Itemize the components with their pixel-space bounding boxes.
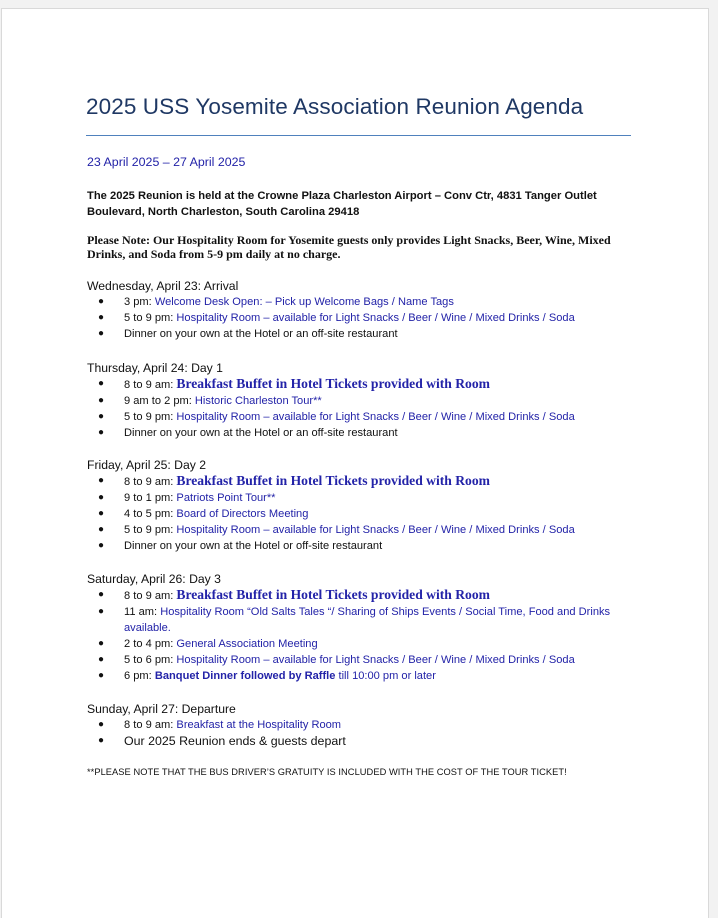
hospitality-note: Please Note: Our Hospitality Room for Yosemite guests only provides Light Snacks, Beer, Wine, Mixed Drinks, and Soda from 5-9 pm daily at no charge.: [87, 233, 611, 261]
agenda-item: [87, 294, 647, 310]
bullet-icon: ●: [98, 328, 105, 339]
day-section-friday: [87, 457, 647, 554]
item-time: 4 to 5 pm:: [124, 508, 177, 520]
day-section-wednesday: [87, 278, 647, 342]
day-heading: Thursday, April 24: Day 1: [87, 361, 223, 375]
item-time: 6 pm:: [124, 670, 155, 682]
item-text: Hospitality Room – available for Light Snacks / Beer / Wine / Mixed Drinks / Soda: [176, 312, 575, 324]
day-section-thursday: [87, 360, 647, 441]
agenda-item: [87, 604, 647, 636]
item-text: Banquet Dinner followed by Raffle: [154, 670, 336, 682]
item-text: General Association Meeting: [176, 638, 318, 650]
item-time: 11 am:: [124, 606, 161, 618]
agenda-item: [87, 473, 647, 490]
reunion-dates: 23 April 2025 – 27 April 2025: [87, 155, 246, 169]
agenda-item: [87, 538, 647, 554]
agenda-item: [87, 490, 647, 506]
bullet-icon: ●: [98, 589, 105, 600]
title-underline: [86, 135, 631, 136]
item-time: 8 to 9 am:: [124, 719, 177, 731]
agenda-item: [87, 717, 647, 733]
item-text: Breakfast at the Hospitality Room: [176, 719, 342, 731]
agenda-item: [87, 409, 647, 425]
bullet-icon: ●: [98, 475, 105, 486]
bullet-icon: ●: [98, 719, 105, 730]
bullet-icon: ●: [98, 638, 105, 649]
item-text: Breakfast Buffet in Hotel Tickets provided with Room: [176, 376, 490, 391]
item-text: Hospitality Room – available for Light Snacks / Beer / Wine / Mixed Drinks / Soda: [176, 411, 575, 423]
agenda-item: [87, 425, 647, 441]
item-text-tail: till 10:00 pm or later: [335, 670, 436, 682]
bullet-icon: ●: [98, 378, 105, 389]
gratuity-footnote: **PLEASE NOTE THAT THE BUS DRIVER’S GRATUITY IS INCLUDED WITH THE COST OF THE TOUR TICKET!: [87, 767, 567, 777]
day-heading: Wednesday, April 23: Arrival: [87, 279, 239, 293]
day-section-saturday: [87, 571, 647, 684]
bullet-icon: ●: [98, 508, 105, 519]
agenda-item: [87, 393, 647, 409]
item-time: 9 to 1 pm:: [124, 492, 177, 504]
agenda-item: [87, 522, 647, 538]
day-heading: Saturday, April 26: Day 3: [87, 572, 221, 586]
document-page: [1, 8, 709, 918]
bullet-icon: ●: [98, 654, 105, 665]
bullet-icon: ●: [98, 606, 105, 617]
day-section-sunday: [87, 701, 647, 750]
item-text: Hospitality Room – available for Light Snacks / Beer / Wine / Mixed Drinks / Soda: [176, 654, 575, 666]
item-text: Board of Directors Meeting: [176, 508, 309, 520]
bullet-icon: ●: [98, 540, 105, 551]
bullet-icon: ●: [98, 735, 105, 746]
item-text: Historic Charleston Tour**: [194, 395, 322, 407]
day-heading: Sunday, April 27: Departure: [87, 702, 236, 716]
bullet-icon: ●: [98, 427, 105, 438]
venue-paragraph: The 2025 Reunion is held at the Crowne Plaza Charleston Airport – Conv Ctr, 4831 Tanger Outlet Boulevard, North Charleston, South Carolina 29418: [87, 190, 597, 218]
bullet-icon: ●: [98, 411, 105, 422]
agenda-item: [87, 506, 647, 522]
agenda-item: [87, 310, 647, 326]
item-time: 5 to 9 pm:: [124, 411, 177, 423]
item-text: Hospitality Room – available for Light Snacks / Beer / Wine / Mixed Drinks / Soda: [176, 524, 575, 536]
item-time: 9 am to 2 pm:: [124, 395, 195, 407]
item-time: 8 to 9 am:: [124, 590, 177, 602]
item-text: Dinner on your own at the Hotel or off-site restaurant: [124, 540, 383, 552]
item-time: 5 to 6 pm:: [124, 654, 177, 666]
agenda-item: [87, 587, 647, 604]
bullet-icon: ●: [98, 395, 105, 406]
item-time: 8 to 9 am:: [124, 379, 177, 391]
item-time: 2 to 4 pm:: [124, 638, 177, 650]
agenda-item: [87, 636, 647, 652]
item-time: 8 to 9 am:: [124, 476, 177, 488]
page-title: 2025 USS Yosemite Association Reunion Agenda: [86, 94, 584, 119]
item-text: Welcome Desk Open: – Pick up Welcome Bags / Name Tags: [154, 296, 454, 308]
agenda-item: [87, 668, 647, 684]
item-text: Breakfast Buffet in Hotel Tickets provided with Room: [176, 587, 490, 602]
bullet-icon: ●: [98, 296, 105, 307]
item-text: Breakfast Buffet in Hotel Tickets provided with Room: [176, 473, 490, 488]
item-text: Hospitality Room “Old Salts Tales “/ Sharing of Ships Events / Social Time, Food and Drinks available.: [124, 606, 611, 634]
agenda-item: [87, 652, 647, 668]
bullet-icon: ●: [98, 312, 105, 323]
item-text: Patriots Point Tour**: [176, 492, 276, 504]
day-heading: Friday, April 25: Day 2: [87, 458, 206, 472]
item-time: 5 to 9 pm:: [124, 524, 177, 536]
item-text: Dinner on your own at the Hotel or an off-site restaurant: [124, 328, 398, 340]
bullet-icon: ●: [98, 492, 105, 503]
item-text: Dinner on your own at the Hotel or an off-site restaurant: [124, 427, 398, 439]
item-time: 5 to 9 pm:: [124, 312, 177, 324]
agenda-item: [87, 326, 647, 342]
agenda-item: [87, 376, 647, 393]
agenda-item: [87, 733, 647, 750]
item-text: Our 2025 Reunion ends & guests depart: [124, 734, 346, 748]
item-time: 3 pm:: [124, 296, 155, 308]
bullet-icon: ●: [98, 524, 105, 535]
bullet-icon: ●: [98, 670, 105, 681]
